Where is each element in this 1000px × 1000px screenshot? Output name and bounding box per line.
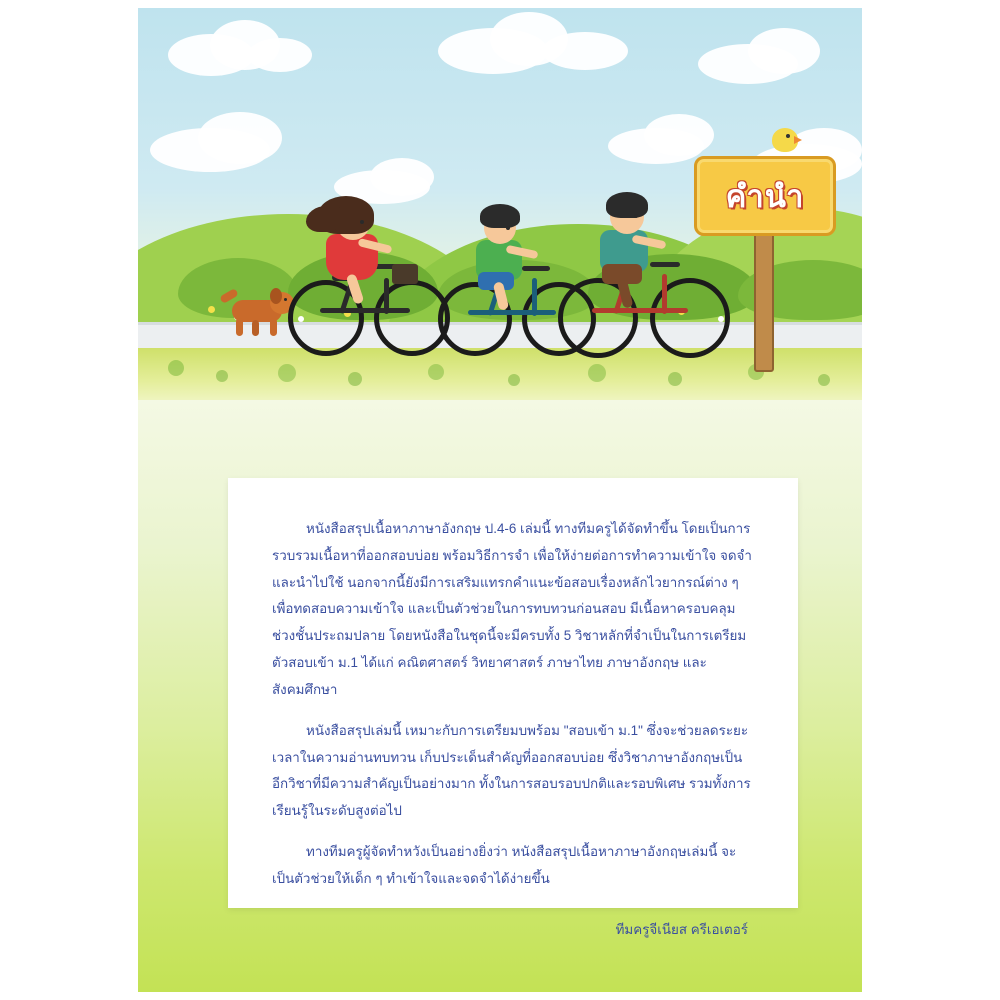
grass-dot — [508, 374, 520, 386]
bird-beak-icon — [794, 136, 802, 144]
bicycle-frame — [662, 274, 667, 314]
dog-leg — [236, 318, 243, 336]
preface-card — [228, 478, 798, 937]
page-title: คำนำ — [725, 179, 805, 214]
page-margin-right — [862, 0, 1000, 1000]
preface-content — [228, 478, 798, 962]
bicycle-frame — [320, 308, 410, 313]
boy-hair — [480, 204, 520, 228]
grass-dot — [818, 374, 830, 386]
illustration-banner — [138, 8, 862, 408]
dog-leg — [270, 318, 277, 336]
page-margin-left — [0, 0, 138, 1000]
page-margin-top — [0, 0, 1000, 8]
cloud-icon — [198, 112, 282, 164]
grass-dot — [216, 370, 228, 382]
preface-paragraph-1: หนังสือสรุปเนื้อหาภาษาอังกฤษ ป.4-6 เล่มนี้ ทางทีมครูได้จัดทำขึ้น โดยเป็นการรวบรวมเนื้อหาที่ออกสอบบ่อย พร้อมวิธีการจำ เพื่อให้ง่ายต่อการทำความเข้าใจ จดจำ และนำไปใช้ นอกจากนี้ยังมีการเสริมแทรกคำแนะข้อสอบเรื่องหลักไวยากรณ์ต่าง ๆ เพื่อทดสอบความเข้าใจ และเป็นตัวช่วยในการทบทวนก่อนสอบ มีเนื้อหาครอบคลุมช่วงชั้นประถมปลาย โดยหนังสือในชุดนี้จะมีครบทั้ง 5 วิชาหลักที่จำเป็นในการเตรียมตัวสอบเข้า ม.1 ได้แก่ คณิตศาสตร์ วิทยาศาสตร์ ภาษาไทย ภาษาอังกฤษ และสังคมศึกษา — [272, 521, 752, 697]
grass-dot — [278, 364, 296, 382]
signpost — [694, 118, 834, 368]
cloud-icon — [748, 28, 820, 74]
grass-dot — [588, 364, 606, 382]
girl-eye — [360, 220, 364, 224]
preface-paragraph-3: ทางทีมครูผู้จัดทำหวังเป็นอย่างยิ่งว่า หนังสือสรุปเนื้อหาภาษาอังกฤษเล่มนี้ จะเป็นตัวช่วยให้เด็ก ๆ ทำเข้าใจและจดจำได้ง่ายขึ้น — [272, 843, 737, 886]
bicycle-frame — [468, 310, 556, 315]
bicycle-handlebar — [522, 266, 550, 271]
boy-eye — [634, 214, 638, 218]
grass-dot — [428, 364, 444, 380]
dog-eye — [284, 298, 287, 301]
page-margin-bottom — [0, 992, 1000, 1000]
boy-hair — [606, 192, 648, 218]
bicycle-basket — [392, 264, 418, 284]
sign-board — [694, 156, 836, 236]
grass-dot — [348, 372, 362, 386]
bicycle-handlebar — [650, 262, 680, 267]
bicycle-frame — [384, 278, 389, 314]
bicycle-frame — [592, 308, 688, 313]
preface-signature: ทีมครูจีเนียส ครีเอเตอร์ — [615, 921, 748, 937]
boy-eye — [506, 226, 510, 230]
girl-hair-back — [306, 206, 340, 232]
dog-ear — [270, 288, 282, 304]
cloud-icon — [248, 38, 312, 72]
grass-dot — [168, 360, 184, 376]
cloud-icon — [542, 32, 628, 70]
dog-leg — [252, 320, 259, 336]
grass-dot — [668, 372, 682, 386]
preface-paragraph-2: หนังสือสรุปเล่มนี้ เหมาะกับการเตรียมบพร้อม "สอบเข้า ม.1" ซึ่งจะช่วยลดระยะเวลาในความอ่านทบทวน เก็บประเด็นสำคัญที่ออกสอบบ่อย ซึ่งวิชาภาษาอังกฤษเป็นอีกวิชาที่มีความสำคัญเป็นอย่างมาก ทั้งในการสอบรอบปกติและรอบพิเศษ รวมทั้งการเรียนรู้ในระดับสูงต่อไป — [272, 722, 751, 819]
flower-dot — [208, 306, 215, 313]
bird-eye — [786, 134, 790, 138]
bicycle-frame — [532, 278, 537, 316]
